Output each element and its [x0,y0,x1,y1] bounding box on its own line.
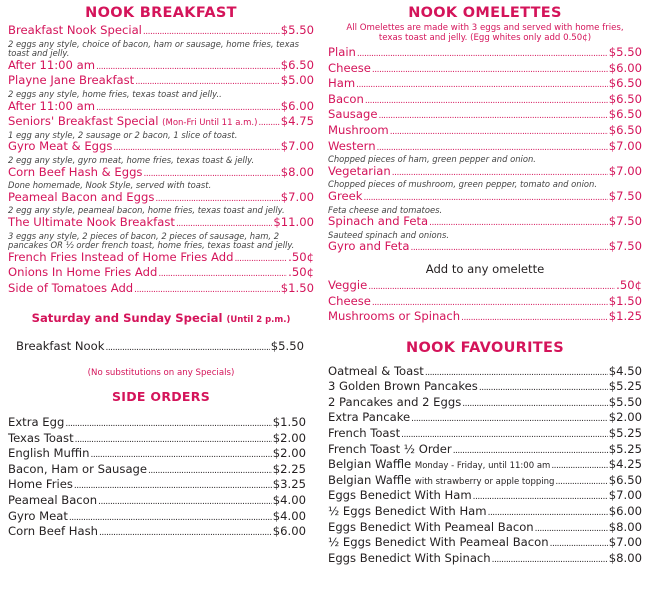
breakfast-item-name [8,100,95,114]
favourite-item-label: Eggs Benedict With Ham [328,488,472,503]
favourite-item-price: $6.00 [608,504,642,519]
favourite-item-price: $6.50 [608,472,642,487]
favourite-item-price: $5.50 [608,394,642,409]
favourite-item [328,458,642,474]
favourite-item-name [328,411,410,425]
dot-leader [550,536,608,552]
breakfast-item [8,100,314,116]
omelette-item-price: $5.50 [608,45,642,59]
omelette-item [328,140,642,156]
side-item [8,525,306,541]
breakfast-item-name [8,166,142,180]
favourite-item-label: Eggs Benedict With Peameal Bacon [328,519,534,534]
breakfast-item-name [8,216,175,230]
favourite-item-tag: with strawberry or apple topping [414,476,555,487]
omelette-item [328,165,642,181]
dot-leader [155,191,279,207]
favourite-item-price: $4.25 [608,457,642,472]
dot-leader [461,310,608,326]
dot-leader [453,443,608,459]
addon-item-label: Veggie [328,277,368,292]
favourite-item [328,443,642,459]
breakfast-item [8,24,314,40]
dot-leader [69,510,272,526]
omelette-item-label: Greek [328,188,363,203]
favourite-item-label: Eggs Benedict With Spinach [328,550,491,565]
dot-leader [425,365,608,381]
breakfast-item-price: $7.00 [280,139,314,154]
omelette-item-label: Sausage [328,107,378,122]
breakfast-item-name [8,24,142,38]
breakfast-item-price: $5.00 [280,73,314,88]
dot-leader [392,165,608,181]
dot-leader [158,266,287,282]
omelette-item-label: Spinach and Feta [328,214,429,229]
dot-leader [372,295,608,311]
omelette-item-price: $6.00 [608,60,642,75]
omelette-item-description: Sauteed spinach and onions. [328,229,449,240]
omelette-item-name [328,165,391,179]
omelette-item-label: Ham [328,76,356,91]
breakfast-item-name [8,140,112,154]
side-item-label: Home Fries [8,477,73,492]
omelette-item-name [328,62,371,76]
dot-leader [535,521,608,537]
weekend-tag: (Until 2 p.m.) [226,315,291,326]
breakfast-item-price: $8.00 [280,164,314,179]
favourite-item [328,365,642,381]
omelette-item-description: Chopped pieces of mushroom, green pepper, tomato and onion. [328,179,597,190]
omelette-item [328,46,642,62]
breakfast-item-description: 1 egg any style, 2 sausage or 2 bacon, 1 slice of toast. [8,129,238,140]
dot-leader [372,62,608,78]
omelette-item [328,108,642,124]
dot-leader [368,279,615,295]
side-item-price: $4.00 [272,508,306,523]
breakfast-item-name [8,282,133,296]
addon-list [328,279,642,326]
omelette-item-price: $7.50 [608,188,642,203]
breakfast-item-description: 2 egg any style, gyro meat, home fries, texas toast & jelly. [8,154,255,165]
favourite-item-label: ½ Eggs Benedict With Peameal Bacon [328,535,549,550]
omelette-item-name [328,190,362,204]
side-item-name [8,416,64,430]
breakfast-item-name [8,251,233,265]
omelette-item-name [328,240,409,254]
favourite-item-price: $5.25 [608,379,642,394]
omelette-item-name [328,140,376,154]
dot-leader [74,478,272,494]
breakfast-item [8,59,314,75]
dot-leader [75,432,272,448]
favourite-item-price: $5.25 [608,426,642,441]
weekend-title: Saturday and Sunday Special [31,311,223,326]
breakfast-item-label: The Ultimate Nook Breakfast [8,214,175,229]
side-item [8,432,306,448]
breakfast-item [8,216,314,232]
dot-leader [462,396,608,412]
breakfast-item-description: 3 eggs any style, 2 pieces of bacon, 2 pieces of sausage, ham, 2 pancakes OR ½ order french toast, home fries, texas toast and jelly. [8,230,295,251]
dot-leader [363,190,607,206]
omelette-item-label: Western [328,138,376,153]
breakfast-item [8,115,314,131]
favourite-item [328,380,642,396]
dot-leader [365,93,608,109]
omelette-item-price: $6.50 [608,122,642,137]
side-item-price: $2.00 [272,446,306,461]
favourite-item-price: $8.00 [608,550,642,565]
favourite-item-name [328,427,400,441]
breakfast-item-label: Seniors' Breakfast Special [8,114,159,129]
weekend-heading [8,311,314,325]
dot-leader [356,77,608,93]
breakfast-item-label: Onions In Home Fries Add [8,265,158,280]
dot-leader [488,505,608,521]
dot-leader [551,458,607,474]
side-item-name [8,494,97,508]
breakfast-item-name [8,191,154,205]
side-item-name [8,525,98,539]
favourite-item-name [328,458,550,474]
side-item-label: Bacon, Ham or Sausage [8,461,148,476]
dot-leader [429,215,608,231]
favourite-item [328,552,642,568]
favourite-item-price: $7.00 [608,488,642,503]
favourite-item-price: $4.50 [608,363,642,378]
favourite-item-label: Extra Pancake [328,410,411,425]
addon-item [328,279,642,295]
dot-leader [357,46,608,62]
addon-item-name [328,310,460,324]
favourite-item-price: $5.25 [608,441,642,456]
side-item-label: Peameal Bacon [8,493,98,508]
omelette-item [328,93,642,109]
breakfast-item-name [8,266,157,280]
sides-title: SIDE ORDERS [111,389,210,405]
favourite-item-price: $2.00 [608,410,642,425]
side-item [8,416,306,432]
side-item-price: $1.50 [272,415,306,430]
omelette-item [328,190,642,206]
favourite-item-label: Oatmeal & Toast [328,363,424,378]
dot-leader [390,124,608,140]
dot-leader [378,108,607,124]
breakfast-item-price: $6.00 [280,98,314,113]
side-item-name [8,432,74,446]
omelette-list [328,46,642,256]
dot-leader [65,416,271,432]
weekend-item-name: Breakfast Nook [16,339,105,354]
breakfast-item-description: 2 eggs any style, home fries, texas toast and jelly.. [8,88,222,99]
breakfast-item-description: Done homemade, Nook Style, served with toast. [8,180,212,191]
omelette-item-label: Cheese [328,60,371,75]
breakfast-item-label: After 11:00 am [8,57,96,72]
breakfast-item [8,191,314,207]
favourites-title: NOOK FAVOURITES [406,339,564,356]
dot-leader [555,474,607,490]
favourite-item-name [328,443,452,457]
omelette-item-name [328,46,356,60]
omelette-item-price: $7.00 [608,163,642,178]
side-item-name [8,478,73,492]
omelette-item-price: $7.50 [608,214,642,229]
dot-leader [148,463,272,479]
favourite-item-name [328,380,478,394]
favourite-item [328,474,642,490]
side-item-price: $3.25 [272,477,306,492]
side-item-label: Extra Egg [8,415,65,430]
addon-title: Add to any omelette [425,261,545,276]
omelette-item-label: Plain [328,45,356,59]
omelette-item-price: $7.50 [608,239,642,254]
side-item [8,510,306,526]
breakfast-item-name [8,115,257,131]
right-column [328,0,642,567]
favourite-item-label: Belgian Waffle [328,472,412,487]
side-item-label: Texas Toast [8,430,74,445]
breakfast-item [8,282,314,298]
addon-item [328,295,642,311]
omelette-item [328,240,642,256]
breakfast-item-label: Breakfast Nook Special [8,23,142,37]
side-item [8,463,306,479]
omelette-item-name [328,215,428,229]
addon-item [328,310,642,326]
dot-leader [135,74,280,90]
omelette-item-price: $6.50 [608,91,642,106]
breakfast-item-label: Playne Jane Breakfast [8,73,135,88]
dot-leader [401,427,608,443]
weekend-item-price: $5.50 [270,339,304,354]
favourite-item [328,505,642,521]
breakfast-item-price: $7.00 [280,189,314,204]
sides-list [8,416,314,541]
breakfast-item-price: $5.50 [280,23,314,37]
addon-item-price: .50¢ [616,277,642,292]
omelette-item-name [328,93,364,107]
dot-leader [176,216,272,232]
breakfast-item-price: $4.75 [280,114,314,129]
breakfast-item-price: $6.50 [280,57,314,72]
omelette-item-label: Bacon [328,91,364,106]
weekend-item [8,340,314,356]
side-item-price: $6.00 [272,524,306,539]
omelettes-title: NOOK OMELETTES [408,5,562,21]
breakfast-item [8,251,314,267]
favourite-item-name [328,521,534,535]
breakfast-item-price: $1.50 [280,280,314,295]
favourite-item-tag: Monday - Friday, until 11:00 am [414,461,551,472]
addon-item-label: Cheese [328,293,371,308]
dot-leader [99,525,272,541]
favourites-list [328,365,642,568]
omelette-item-description: Chopped pieces of ham, green pepper and onion. [328,154,536,165]
favourite-item-name [328,536,549,550]
addon-item-price: $1.50 [608,293,642,308]
omelette-item-name [328,108,377,122]
breakfast-item-label: Corn Beef Hash & Eggs [8,164,143,179]
favourite-item [328,489,642,505]
favourite-item-label: 2 Pancakes and 2 Eggs [328,394,462,409]
dot-leader [479,380,608,396]
dot-leader [143,24,280,40]
dot-leader [492,552,608,568]
breakfast-item-name [8,59,95,73]
breakfast-item-description: 2 eggs any style, choice of bacon, ham or sausage, home fries, texas toast and jelly. [8,38,300,59]
side-item-name [8,447,89,461]
breakfast-item-label: Gyro Meat & Eggs [8,139,113,154]
omelette-item-label: Mushroom [328,122,389,137]
breakfast-item-description: 2 egg any style, peameal bacon, home fries, texas toast and jelly. [8,205,285,216]
favourite-item [328,521,642,537]
breakfast-item-price: .50¢ [288,265,314,280]
dot-leader [234,251,287,267]
addon-item-price: $1.25 [608,309,642,324]
omelette-item-price: $6.50 [608,107,642,122]
breakfast-item-label: After 11:00 am [8,98,96,113]
side-item-name [8,463,147,477]
breakfast-item [8,74,314,90]
dot-leader [96,59,280,75]
side-item-label: Gyro Meat [8,508,68,523]
side-item-price: $2.00 [272,430,306,445]
weekend-note: (No substitutions on any Specials) [87,368,235,379]
dot-leader [134,282,280,298]
omelette-item [328,77,642,93]
breakfast-item-name [8,74,134,88]
dot-leader [411,411,608,427]
dot-leader [258,115,279,131]
favourite-item-label: 3 Golden Brown Pancakes [328,379,478,394]
side-item-price: $4.00 [272,493,306,508]
favourite-item [328,536,642,552]
favourite-item-price: $8.00 [608,519,642,534]
omelette-item-price: $7.00 [608,138,642,153]
addon-item-name [328,279,367,293]
dot-leader [377,140,608,156]
favourite-item-name [328,505,487,519]
side-item [8,478,306,494]
side-item [8,494,306,510]
favourite-item [328,411,642,427]
favourite-item [328,396,642,412]
breakfast-title: NOOK BREAKFAST [85,5,237,21]
omelette-item-name [328,77,355,91]
favourite-item-label: Belgian Waffle [328,457,412,472]
breakfast-item-label: Peameal Bacon and Eggs [8,189,155,204]
breakfast-item-tag: (Mon-Fri Until 11 a.m.) [162,118,258,129]
favourite-item-name [328,396,461,410]
dot-leader [473,489,608,505]
breakfast-item-label: Side of Tomatoes Add [8,280,134,295]
addon-item-label: Mushrooms or Spinach [328,309,461,324]
favourite-item [328,427,642,443]
breakfast-item-price: .50¢ [288,249,314,264]
breakfast-list [8,24,314,297]
dot-leader [98,494,272,510]
omelettes-note: All Omelettes are made with 3 eggs and served with home fries, texas toast and jelly. (Egg whites only add 0.50¢) [346,23,624,43]
favourite-item-label: French Toast [328,426,401,441]
omelette-item [328,124,642,140]
favourite-item-name [328,552,491,566]
breakfast-item [8,266,314,282]
favourite-item-label: ½ Eggs Benedict With Ham [328,504,487,519]
breakfast-item-label: French Fries Instead of Home Fries Add [8,249,234,264]
side-item-price: $2.25 [272,461,306,476]
side-item-label: Corn Beef Hash [8,524,98,539]
favourite-item-name [328,365,424,379]
omelette-item-price: $6.50 [608,76,642,91]
side-item [8,447,306,463]
favourite-item-price: $7.00 [608,535,642,550]
side-item-name [8,510,68,524]
omelette-item-description: Feta cheese and tomatoes. [328,204,443,215]
breakfast-item [8,166,314,182]
dot-leader [90,447,271,463]
favourite-item-name [328,489,472,503]
favourite-item-label: French Toast ½ Order [328,441,452,456]
breakfast-item-price: $11.00 [273,214,314,229]
dot-leader [410,240,607,256]
omelette-item [328,62,642,78]
dot-leader [96,100,280,116]
omelette-item-label: Gyro and Feta [328,239,410,254]
omelette-item [328,215,642,231]
breakfast-item [8,140,314,156]
favourite-item-name [328,474,554,490]
side-item-label: English Muffin [8,446,90,461]
addon-item-name [328,295,371,309]
dot-leader [113,140,279,156]
left-column [8,0,314,541]
dot-leader [143,166,279,182]
omelette-item-name [328,124,389,138]
omelette-item-label: Vegetarian [328,163,391,178]
